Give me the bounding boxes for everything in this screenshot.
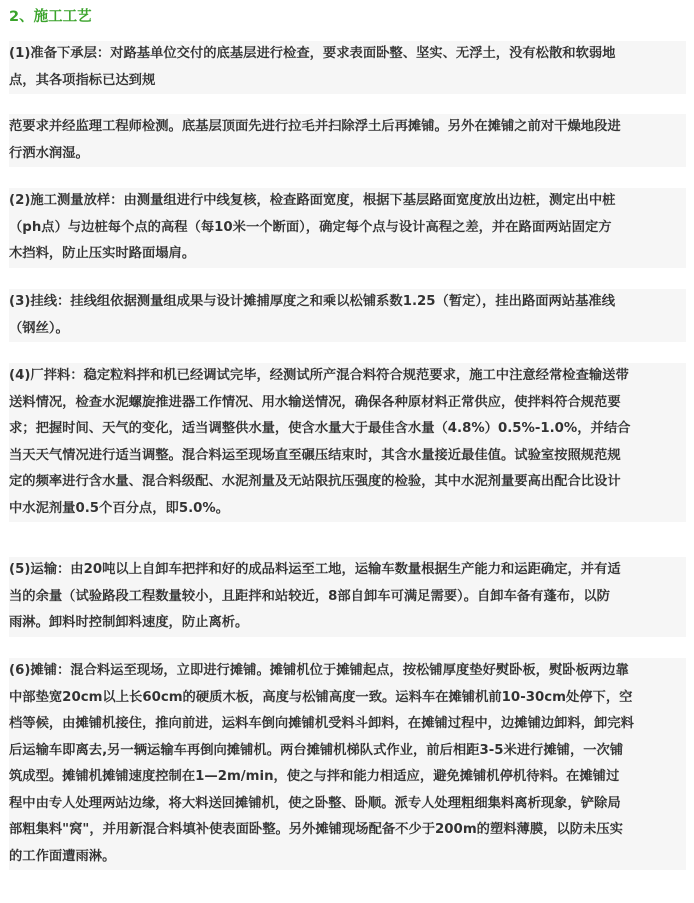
text-line: 行洒水润湿。 xyxy=(9,145,89,161)
text-line: 筑成型。摊铺机摊铺速度控制在1—2m/min，使之与拌和能力相适应，避免摊铺机停机待料。在摊铺过 xyxy=(9,769,620,784)
paragraph-stringline xyxy=(9,289,686,342)
text-line: （ph点）与边桩每个点的高程（每10米一个断面），确定每个点与设计高程之差，并在路面两站固定方 xyxy=(9,219,612,235)
text-line: 中部垫宽20cm以上长60cm的硬质木板，高度与松铺高度一致。运料车在摊铺机前10-30cm处停下，空 xyxy=(9,689,633,705)
text-line: 木挡料，防止压实时路面塌肩。 xyxy=(9,246,196,261)
paragraph-prepare-base-cont xyxy=(9,114,686,167)
paragraph-paving xyxy=(9,658,686,870)
paragraph-transport xyxy=(9,557,686,637)
text-line: (5)运输：由20吨以上自卸车把拌和好的成品料运至工地，运输车数量根据生产能力和运距确定，并有适 xyxy=(9,562,621,577)
text-line: 档等候，由摊铺机接住，推向前进，运料车倒向摊铺机受料斗卸料，在摊铺过程中，边摊铺边卸料，卸完料 xyxy=(9,716,634,731)
text-line: 后运输车即离去,另一辆运输车再倒向摊铺机。两台摊铺机梯队式作业，前后相距3-5米进行摊铺，一次铺 xyxy=(9,742,624,758)
text-line: 雨淋。卸料时控制卸料速度，防止离析。 xyxy=(9,615,249,630)
text-line: 部粗集料"窝"，并用新混合料填补使表面卧整。另外摊铺现场配备不少于200m的塑料薄膜，以防未压实 xyxy=(9,822,623,837)
text-line: 程中由专人处理两站边缘，将大料送回摊铺机，使之卧整、卧顺。派专人处理粗细集料离析现象，铲除局 xyxy=(9,795,621,811)
text-line: 范要求并经监理工程师检测。底基层顶面先进行拉毛并扫除浮土后再摊铺。另外在摊铺之前对干燥地段进 xyxy=(9,119,621,134)
text-line: (4)厂拌料：稳定粒料拌和机已经调试完毕，经测试所产混合料符合规范要求，施工中注意经常检查输送带 xyxy=(9,368,629,383)
text-line: （钢丝）。 xyxy=(9,320,69,336)
text-line: 求；把握时间、天气的变化，适当调整供水量，使含水量大于最佳含水量（4.8%）0.5%-1.0%，并结合 xyxy=(9,421,631,436)
text-line: 当天天气情况进行适当调整。混合料运至现场直至碾压结束时，其含水量接近最佳值。试验室按照规范规 xyxy=(9,447,621,463)
text-line: 送料情况，检查水泥螺旋推进器工作情况、用水输送情况，确保各种原材料正常供应，使拌料符合规范要 xyxy=(9,394,621,410)
text-line: 点，其各项指标已达到规 xyxy=(9,72,156,88)
paragraph-plant-mixing xyxy=(9,363,686,522)
text-line: (3)挂线：挂线组依据测量组成果与设计摊捕厚度之和乘以松铺系数1.25（暂定），挂出路面两站基准线 xyxy=(9,294,616,309)
text-line: (2)施工测量放样：由测量组进行中线复核，检查路面宽度，根据下基层路面宽度放出边桩，测定出中桩 xyxy=(9,193,616,208)
section-heading: 2、施工工艺 xyxy=(9,9,92,25)
paragraph-prepare-base xyxy=(9,41,686,94)
text-line: 的工作面遭雨淋。 xyxy=(9,848,116,864)
text-line: 当的余量（试验路段工程数量较小，且距拌和站较近，8部自卸车可满足需要）。自卸车备有蓬布，以防 xyxy=(9,588,610,604)
text-line: (1)准备下承层：对路基单位交付的底基层进行检查，要求表面卧整、坚实、无浮土，没有松散和软弱地 xyxy=(9,46,616,61)
paragraph-survey-layout xyxy=(9,188,686,268)
text-line: 中水泥剂量0.5个百分点，即5.0%。 xyxy=(9,500,229,516)
text-line: (6)摊铺：混合料运至现场，立即进行摊铺。摊铺机位于摊铺起点，按松铺厚度垫好熨卧板，熨卧板两边靠 xyxy=(9,663,629,678)
text-line: 定的频率进行含水量、混合料级配、水泥剂量及无站限抗压强度的检验，其中水泥剂量要高出配合比设计 xyxy=(9,474,621,489)
